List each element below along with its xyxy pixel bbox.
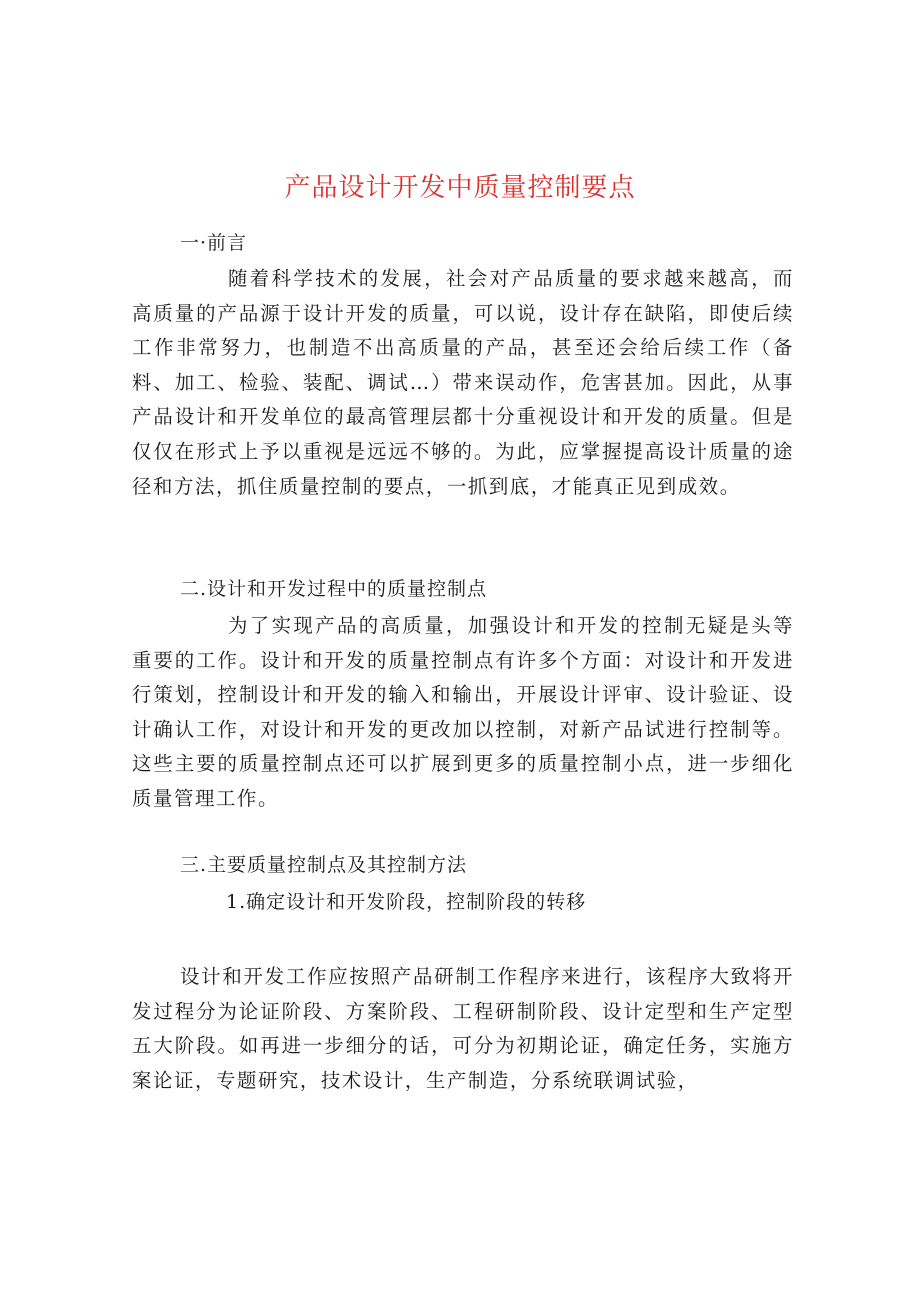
document-title: 产品设计开发中质量控制要点 bbox=[284, 173, 636, 203]
section-paragraph-stages: 设计和开发工作应按照产品研制工作程序来进行，该程序大致将开发过程分为论证阶段、方案阶段、工程研制阶段、设计定型和生产定型五大阶段。如再进一步细分的话，可分为初期论证，确定任务，实施方案论证，专题研究，技术设计，生产制造，分系统联调试验， bbox=[132, 965, 794, 1092]
section-paragraph-preface: 随着科学技术的发展，社会对产品质量的要求越来越高，而高质量的产品源于设计开发的质量，可以说，设计存在缺陷，即使后续工作非常努力，也制造不出高质量的产品，甚至还会给后续工作（备料、加工、检验、装配、调试…）带来误动作，危害甚加。因此，从事产品设计和开发单位的最高管理层都十分重视设计和开发的质量。但是仅仅在形式上予以重视是远远不够的。为此，应掌握提高设计质量的途径和方法，抓住质量控制的要点，一抓到底，才能真正见到成效。 bbox=[132, 267, 794, 498]
section-heading-preface: 一·前言 bbox=[180, 232, 248, 254]
section-heading-methods: 三.主要质量控制点及其控制方法 bbox=[180, 854, 468, 876]
section-heading-control-points: 二.设计和开发过程中的质量控制点 bbox=[180, 578, 488, 600]
section-paragraph-control-points: 为了实现产品的高质量，加强设计和开发的控制无疑是头等重要的工作。设计和开发的质量控制点有许多个方面：对设计和开发进行策划，控制设计和开发的输入和输出，开展设计评审、设计验证、设计确认工作，对设计和开发的更改加以控制，对新产品试进行控制等。这些主要的质量控制点还可以扩展到更多的质量控制小点，进一步细化质量管理工作。 bbox=[132, 614, 794, 810]
subsection-heading-stages: 1.确定设计和开发阶段，控制阶段的转移 bbox=[226, 891, 587, 913]
